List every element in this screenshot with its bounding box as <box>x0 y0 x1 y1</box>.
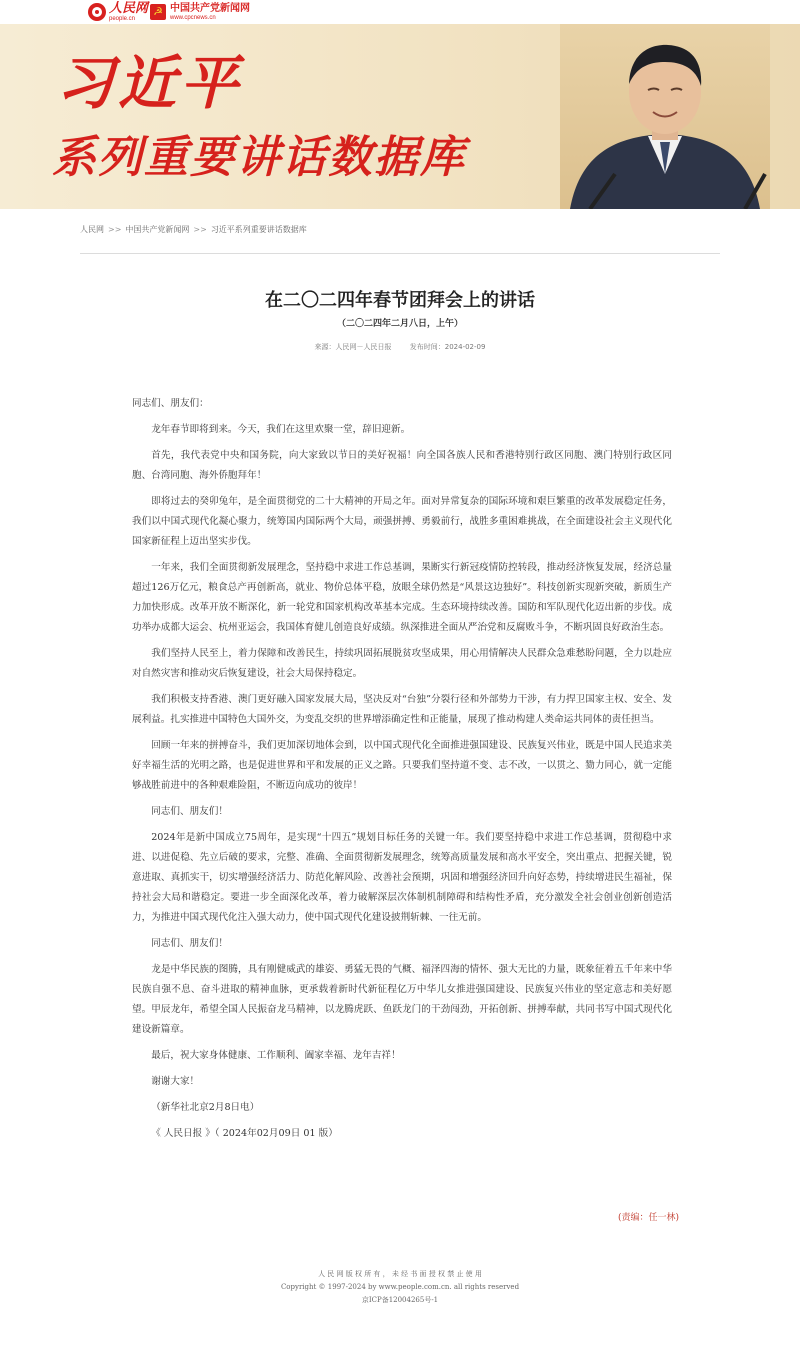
article-source: 来源：人民网－人民日报 <box>314 343 392 351</box>
breadcrumb-separator: >> <box>108 225 122 234</box>
people-logo-icon <box>88 3 106 21</box>
article-title: 在二〇二四年春节团拜会上的讲话 <box>265 290 535 311</box>
paragraph: 2024年是新中国成立75周年，是实现“十四五”规划目标任务的关键一年。我们要坚持稳中求进工作总基调，贯彻稳中求进、以进促稳、先立后破的要求，完整、准确、全面贯彻新发展理念，统筹高质量发展和高水平安全，突出重点、把握关键，锐意进取、真抓实干，切实增强经济活力、防范化解风险、改善社会预期，巩固和增强经济回升向好态势，持续增进民生福祉，保持社会大局和谐稳定。要进一步全面深化改革，着力破解深层次体制机制障碍和结构性矛盾，充分激发全社会创业创新创造活力，为推进中国式现代化注入强大动力，使中国式现代化建设披荆斩棘、一往无前。 <box>132 832 672 923</box>
paragraph: 我们坚持人民至上，着力保障和改善民生，持续巩固拓展脱贫攻坚成果，用心用情解决人民群众急难愁盼问题，全力以赴应对自然灾害和推动灾后恢复建设，社会大局保持稳定。 <box>132 648 672 679</box>
paragraph: 我们积极支持香港、澳门更好融入国家发展大局，坚决反对“台独”分裂行径和外部势力干涉，有力捍卫国家主权、安全、发展利益。扎实推进中国特色大国外交，为变乱交织的世界增添确定性和正能量，展现了推动构建人类命运共同体的责任担当。 <box>132 694 672 725</box>
database-banner <box>0 24 800 209</box>
people-logo-cn: 人民网 <box>109 1 149 16</box>
paragraph: 最后，祝大家身体健康、工作顺利、阖家幸福、龙年吉祥！ <box>151 1050 401 1061</box>
editor-credit: (责编：任一林) <box>617 1213 679 1223</box>
breadcrumb-separator: >> <box>193 225 207 234</box>
paragraph: 龙是中华民族的图腾，具有刚健威武的雄姿、勇猛无畏的气概、福泽四海的情怀、强大无比的力量，既象征着五千年来中华民族自强不息、奋斗进取的精神血脉，更承载着新时代新征程亿万中华儿女推进强国建设、民族复兴伟业的坚定意志和美好愿望。甲辰龙年，希望全国人民振奋龙马精神，以龙腾虎跃、鱼跃龙门的干劲闯劲，开拓创新、拼搏奉献，共同书写中国式现代化建设新篇章。 <box>132 964 672 1035</box>
portrait-image <box>560 24 770 209</box>
banner-subtitle: 系列重要讲话数据库 <box>52 132 466 183</box>
paragraph: 龙年春节即将到来。今天，我们在这里欢聚一堂，辞旧迎新。 <box>151 424 411 435</box>
paragraph: 谢谢大家！ <box>151 1076 200 1087</box>
people-logo[interactable] <box>88 2 148 22</box>
banner-name: 习近平 <box>56 49 243 117</box>
article-publish-time: 发布时间：2024-02-09 <box>409 343 486 351</box>
people-logo-en: people.cn <box>109 16 136 22</box>
paragraph: 首先，我代表党中央和国务院，向大家致以节日的美好祝福！向全国各族人民和香港特别行政区同胞、澳门特别行政区同胞、台湾同胞、海外侨胞拜年！ <box>132 450 672 481</box>
paragraph: （新华社北京2月8日电） <box>151 1102 260 1113</box>
article-meta <box>0 342 800 352</box>
breadcrumb-item-people[interactable]: 人民网 <box>80 225 104 234</box>
footer-copyright: Copyright © 1997-2024 by www.people.com.cn. all rights reserved <box>280 1283 520 1291</box>
cpcnews-logo[interactable] <box>150 3 250 21</box>
divider <box>80 253 720 254</box>
party-emblem-icon: ☭ <box>150 4 166 20</box>
paragraph: 即将过去的癸卯兔年，是全面贯彻党的二十大精神的开局之年。面对异常复杂的国际环境和艰巨繁重的改革发展稳定任务，我们以中国式现代化凝心聚力，统筹国内国际两个大局，顽强拼搏、勇毅前行，战胜多重困难挑战，在全面建设社会主义现代化国家新征程上迈出坚实步伐。 <box>132 496 672 547</box>
paragraph: 同志们、朋友们！ <box>151 806 228 817</box>
paragraph: 同志们、朋友们： <box>132 398 209 409</box>
breadcrumb <box>80 224 307 235</box>
footer <box>0 1268 800 1307</box>
article-body <box>132 394 672 1150</box>
paragraph: 同志们、朋友们！ <box>151 938 228 949</box>
cpcnews-logo-cn: 中国共产党新闻网 <box>170 2 250 14</box>
article-subtitle: （二〇二四年二月八日，上午） <box>336 319 463 329</box>
paragraph: 一年来，我们全面贯彻新发展理念，坚持稳中求进工作总基调，果断实行新冠疫情防控转段，推动经济恢复发展，经济总量超过126万亿元，粮食总产再创新高，就业、物价总体平稳，放眼全球仍然是“风景这边独好”。科技创新实现新突破，新质生产力加快形成。改革开放不断深化，新一轮党和国家机构改革基本完成。生态环境持续改善。国防和军队现代化迈出新的步伐。成功举办成都大运会、杭州亚运会，我国体育健儿创造良好成绩。纵深推进全面从严治党和反腐败斗争，不断巩固良好政治生态。 <box>132 562 672 633</box>
footer-rights: 人 民 网 版 权 所 有 ， 未 经 书 面 授 权 禁 止 使 用 <box>318 1270 482 1278</box>
breadcrumb-item-cpcnews[interactable]: 中国共产党新闻网 <box>125 225 190 234</box>
breadcrumb-item-database[interactable]: 习近平系列重要讲话数据库 <box>210 225 307 234</box>
paragraph: 回顾一年来的拼搏奋斗，我们更加深切地体会到，以中国式现代化全面推进强国建设、民族复兴伟业，既是中国人民追求美好幸福生活的光明之路，也是促进世界和平和发展的正义之路。只要我们坚持道不变、志不改，一以贯之、勠力同心，就一定能够战胜前进中的各种艰难险阻，不断迈向成功的彼岸！ <box>132 740 672 791</box>
footer-icp[interactable]: 京ICP备12004265号-1 <box>361 1296 439 1304</box>
cpcnews-logo-en: www.cpcnews.cn <box>170 14 216 21</box>
newspaper-source: 《 人民日报 》（ 2024年02月09日 01 版） <box>151 1128 338 1139</box>
top-logo-bar <box>0 0 800 24</box>
